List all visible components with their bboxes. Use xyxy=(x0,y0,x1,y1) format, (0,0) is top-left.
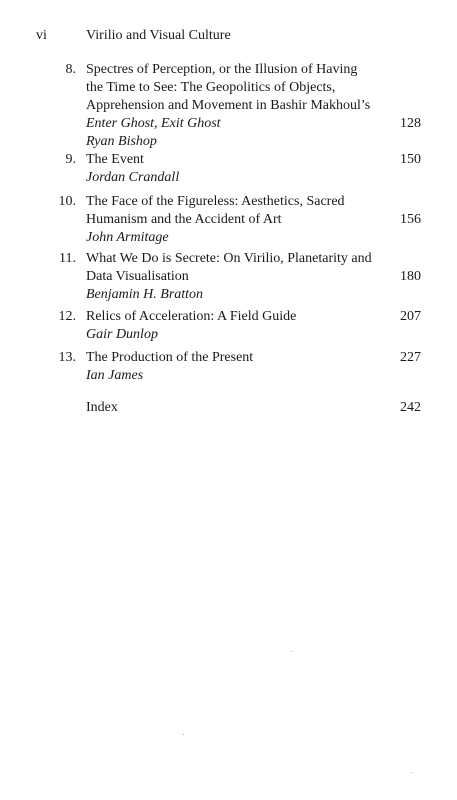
index-page-number: 242 xyxy=(400,400,421,415)
toc-entry-13 xyxy=(36,349,421,385)
chapter-title-line: Humanism and the Accident of Art xyxy=(86,212,282,227)
chapter-body xyxy=(86,151,378,187)
chapter-page-number: 227 xyxy=(400,350,421,365)
toc-entry-12 xyxy=(36,308,421,344)
chapter-number: 9. xyxy=(65,152,76,167)
chapter-page-number: 180 xyxy=(400,269,421,284)
chapter-body xyxy=(86,61,378,151)
chapter-page-number: 156 xyxy=(400,212,421,227)
chapter-title-line: The Face of the Figureless: Aesthetics, Sacred xyxy=(86,194,345,209)
chapter-title-line: The Event xyxy=(86,152,144,167)
chapter-author: Ryan Bishop xyxy=(86,134,157,149)
chapter-author: John Armitage xyxy=(86,230,169,245)
chapter-title-line: What We Do is Secrete: On Virilio, Planetarity and xyxy=(86,251,372,266)
index-title: Index xyxy=(86,400,118,415)
toc-entry-9 xyxy=(36,151,421,187)
chapter-title-line-italic: Enter Ghost, Exit Ghost xyxy=(86,116,221,131)
chapter-body xyxy=(86,399,378,417)
chapter-author: Jordan Crandall xyxy=(86,170,180,185)
book-title: Virilio and Visual Culture xyxy=(86,28,231,43)
chapter-title-line: the Time to See: The Geopolitics of Objects, xyxy=(86,80,336,95)
chapter-title-line: Relics of Acceleration: A Field Guide xyxy=(86,309,297,324)
chapter-number: 13. xyxy=(58,350,76,365)
chapter-page-number: 128 xyxy=(400,116,421,131)
paper-speck xyxy=(183,734,184,735)
chapter-title-line: Data Visualisation xyxy=(86,269,189,284)
chapter-body xyxy=(86,308,378,344)
chapter-body xyxy=(86,193,378,247)
chapter-title-line: Apprehension and Movement in Bashir Makhoul’s xyxy=(86,98,371,113)
chapter-number: 11. xyxy=(59,251,76,266)
chapter-author: Gair Dunlop xyxy=(86,327,158,342)
running-head xyxy=(36,27,231,45)
chapter-body xyxy=(86,349,378,385)
chapter-number: 8. xyxy=(65,62,76,77)
chapter-page-number: 150 xyxy=(400,152,421,167)
chapter-number: 12. xyxy=(58,309,76,324)
paper-speck xyxy=(411,772,412,773)
chapter-title-line: Spectres of Perception, or the Illusion of Having xyxy=(86,62,358,77)
chapter-page-number: 207 xyxy=(400,309,421,324)
paper-speck xyxy=(291,651,292,652)
toc-entry-11 xyxy=(36,250,421,304)
chapter-number: 10. xyxy=(58,194,76,209)
chapter-author: Benjamin H. Bratton xyxy=(86,287,204,302)
chapter-title-line: The Production of the Present xyxy=(86,350,254,365)
chapter-author: Ian James xyxy=(86,368,144,383)
chapter-body xyxy=(86,250,378,304)
toc-entry-index xyxy=(36,399,421,417)
toc-entry-8 xyxy=(36,61,421,151)
toc-entry-10 xyxy=(36,193,421,247)
page-folio: vi xyxy=(36,28,47,43)
